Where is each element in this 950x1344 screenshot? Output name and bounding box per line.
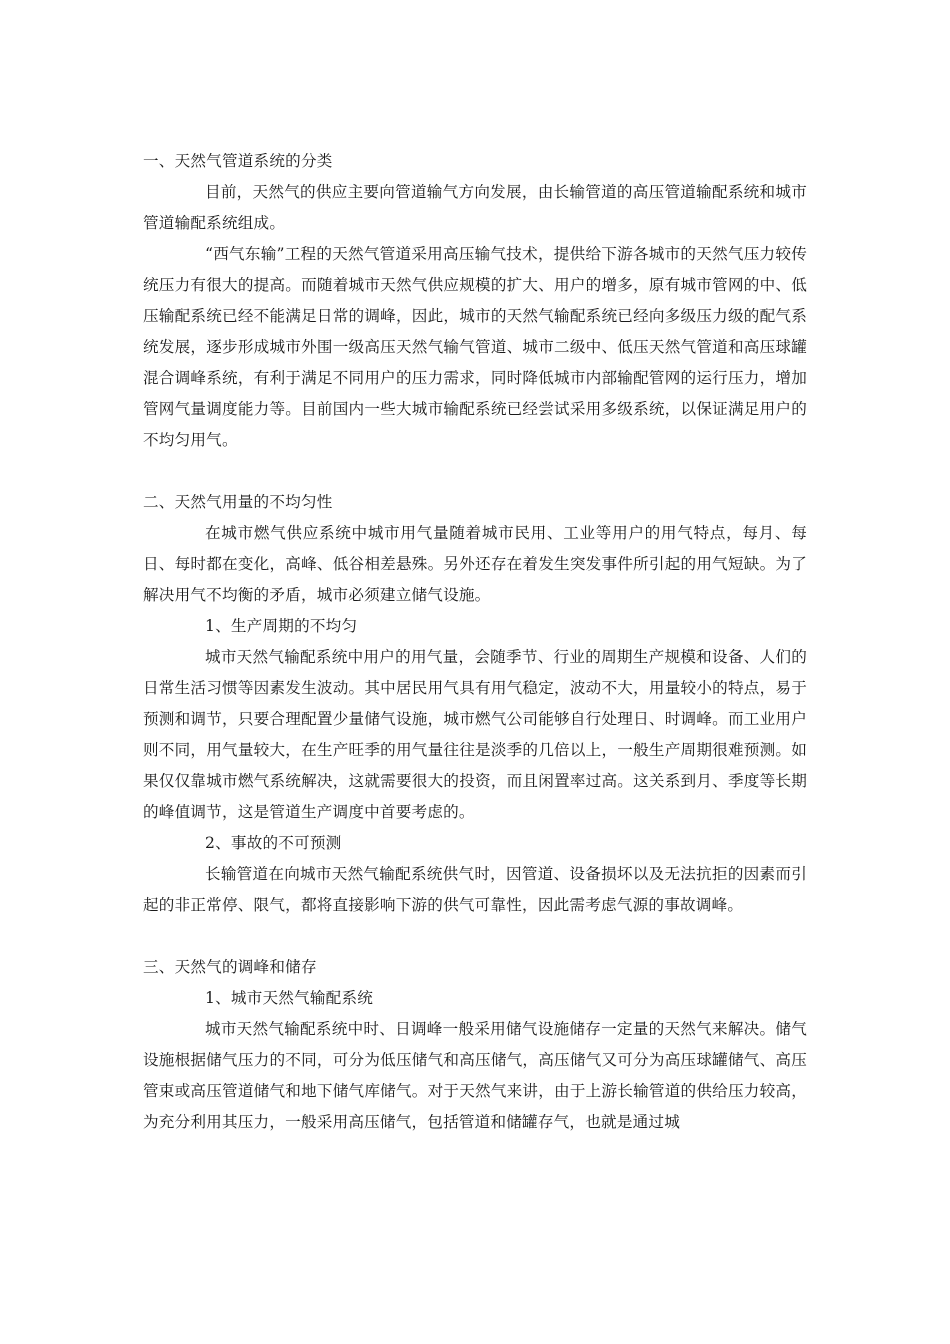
section-2-subparagraph-2: 长输管道在向城市天然气输配系统供气时，因管道、设备损坏以及无法抗拒的因素而引起的非正常停、限气，都将直接影响下游的供气可靠性，因此需考虑气源的事故调峰。: [143, 865, 807, 914]
section-3-subparagraph-1: 城市天然气输配系统中时、日调峰一般采用储气设施储存一定量的天然气来解决。储气设施根据储气压力的不同，可分为低压储气和高压储气，高压储气又可分为高压球罐储气、高压管束或高压管道储气和地下储气库储气。对于天然气来讲，由于上游长输管道的供给压力较高，为充分利用其压力，一般采用高压储气，包括管道和储罐存气，也就是通过城: [143, 1020, 807, 1131]
section-2-subparagraph-1: 城市天然气输配系统中用户的用气量，会随季节、行业的周期生产规模和设备、人们的日常生活习惯等因素发生波动。其中居民用气具有用气稳定，波动不大，用量较小的特点，易于预测和调节，只要合理配置少量储气设施，城市燃气公司能够自行处理日、时调峰。而工业用户则不同，用气量较大，在生产旺季的用气量往往是淡季的几倍以上，一般生产周期很难预测。如果仅仅靠城市燃气系统解决，这就需要很大的投资，而且闲置率过高。这关系到月、季度等长期的峰值调节，这是管道生产调度中首要考虑的。: [143, 648, 807, 821]
section-3-heading: 三、天然气的调峰和储存: [143, 958, 317, 976]
section-2-subheading-1: 1、生产周期的不均匀: [205, 617, 358, 635]
section-1-paragraph-2: “西气东输”工程的天然气管道采用高压输气技术，提供给下游各城市的天然气压力较传统压力有很大的提高。而随着城市天然气供应规模的扩大、用户的增多，原有城市管网的中、低压输配系统已经不能满足日常的调峰，因此，城市的天然气输配系统已经向多级压力级的配气系统发展，逐步形成城市外围一级高压天然气输气管道、城市二级中、低压天然气管道和高压球罐混合调峰系统，有利于满足不同用户的压力需求，同时降低城市内部输配管网的运行压力，增加管网气量调度能力等。目前国内一些大城市输配系统已经尝试采用多级系统，以保证满足用户的不均匀用气。: [143, 245, 807, 449]
section-1-heading: 一、天然气管道系统的分类: [143, 152, 333, 170]
section-1-paragraph-1: 目前，天然气的供应主要向管道输气方向发展，由长输管道的高压管道输配系统和城市管道输配系统组成。: [143, 183, 807, 232]
section-2-heading: 二、天然气用量的不均匀性: [143, 493, 333, 511]
section-2-subheading-2: 2、事故的不可预测: [205, 834, 342, 852]
section-2-intro: 在城市燃气供应系统中城市用气量随着城市民用、工业等用户的用气特点，每月、每日、每时都在变化，高峰、低谷相差悬殊。另外还存在着发生突发事件所引起的用气短缺。为了解决用气不均衡的矛盾，城市必须建立储气设施。: [143, 524, 807, 604]
section-3-subheading-1: 1、城市天然气输配系统: [205, 989, 374, 1007]
section-spacer: [143, 921, 807, 952]
section-spacer: [143, 456, 807, 487]
document-body: [143, 146, 807, 1138]
